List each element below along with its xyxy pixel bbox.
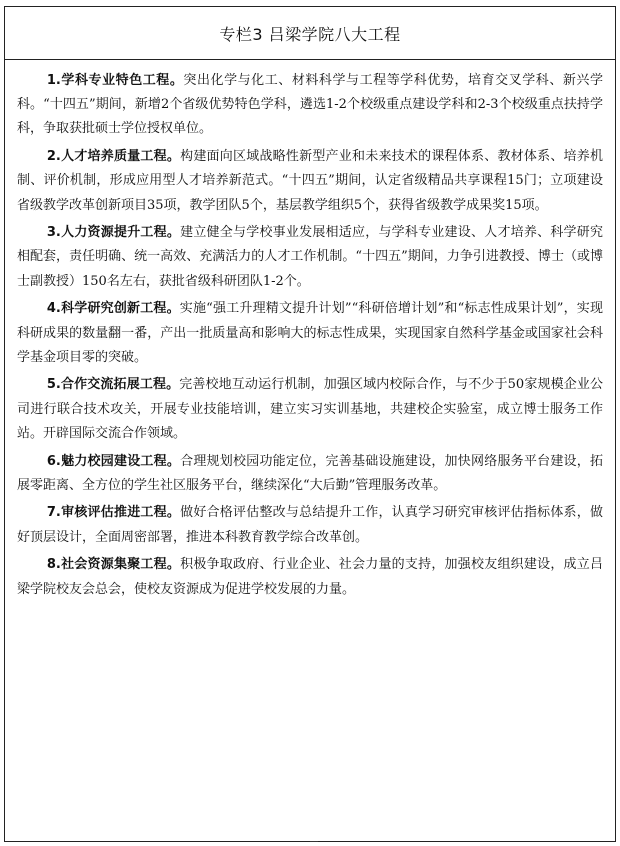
project-title-7: 7.审核评估推进工程。 — [46, 505, 181, 521]
project-item-3 — [17, 221, 603, 294]
footer-mark — [310, 841, 318, 842]
project-title-8: 8.社会资源集聚工程。 — [46, 557, 181, 573]
project-text-3: 建立健全与学校事业发展相适应，与学科专业建设、人才培养、科学研究相配套，责任明确、统一高效、充满活力的人才工作机制。“十四五”期间，力争引进教授、博士（或博士副教授）150名左右，获批省级科研团队1-2个。 — [17, 225, 603, 289]
project-text-1: 突出化学与化工、材料科学与工程等学科优势，培育交叉学科、新兴学科。“十四五”期间，新增2个省级优势特色学科，遴选1-2个校级重点建设学科和2-3个校级重点扶持学科，争取获批硕士学位授权单位。 — [17, 73, 603, 137]
project-text-5: 完善校地互动运行机制，加强区域内校际合作，与不少于50家规模企业公司进行联合技术攻关，开展专业技能培训，建立实习实训基地，共建校企实验室，成立博士服务工作站。开辟国际交流合作领域。 — [17, 377, 604, 441]
project-title-1: 1.学科专业特色工程。 — [46, 73, 184, 88]
column-content — [5, 60, 615, 602]
project-item-5 — [17, 373, 603, 446]
project-item-1 — [17, 69, 603, 142]
project-title-6: 6.魅力校园建设工程。 — [46, 453, 181, 469]
column-box — [4, 6, 616, 842]
project-title-3: 3.人力资源提升工程。 — [46, 225, 181, 241]
project-title-5: 5.合作交流拓展工程。 — [46, 377, 180, 393]
project-text-4: 实施“强工升理精文提升计划”“科研倍增计划”和“标志性成果计划”，实现科研成果的数量翻一番，产出一批质量高和影响大的标志性成果，实现国家自然科学基金或国家社会科学基金项目零的突破。 — [17, 301, 603, 365]
project-text-7: 做好合格评估整改与总结提升工作，认真学习研究审核评估指标体系，做好顶层设计，全面周密部署，推进本科教育教学综合改革创。 — [17, 505, 603, 545]
column-header — [5, 7, 615, 60]
column-title: 专栏3 吕梁学院八大工程 — [219, 24, 401, 44]
project-item-4 — [17, 297, 603, 370]
project-title-4: 4.科学研究创新工程。 — [46, 301, 180, 317]
project-text-2: 构建面向区域战略性新型产业和未来技术的课程体系、教材体系、培养机制、评价机制，形成应用型人才培养新范式。“十四五”期间，认定省级精品共享课程15门；立项建设省级教学改革创新项目35项，教学团队5个，基层教学组织5个，获得省级教学成果奖15项。 — [17, 149, 603, 213]
project-title-2: 2.人才培养质量工程。 — [46, 149, 181, 165]
project-item-7 — [17, 501, 603, 549]
project-item-2 — [17, 145, 603, 218]
project-text-8: 积极争取政府、行业企业、社会力量的支持，加强校友组织建设，成立吕梁学院校友会总会，使校友资源成为促进学校发展的力量。 — [17, 557, 603, 597]
project-text-6: 合理规划校园功能定位，完善基础设施建设，加快网络服务平台建设，拓展零距离、全方位的学生社区服务平台，继续深化“大后勤”管理服务改革。 — [17, 453, 603, 493]
project-item-6 — [17, 450, 603, 498]
project-item-8 — [17, 553, 603, 601]
